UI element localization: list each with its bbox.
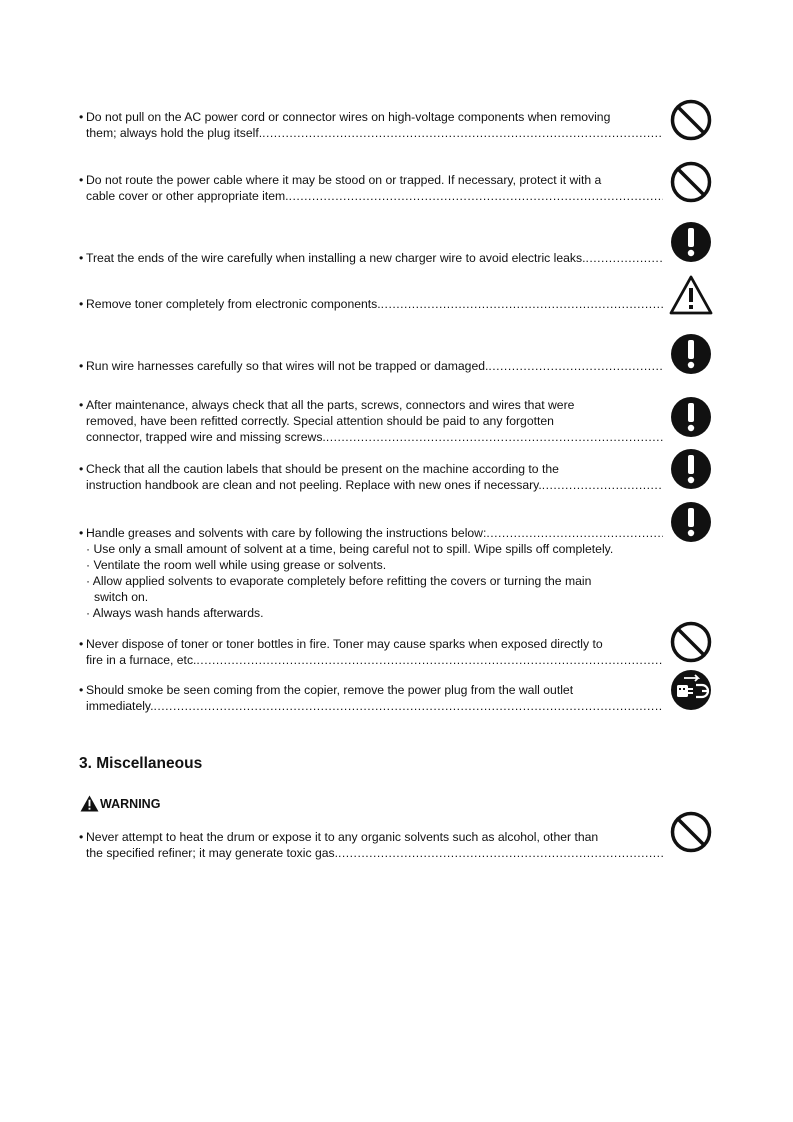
prohibited-icon: [669, 98, 713, 142]
item-text: the specified refiner; it may generate toxic gas.: [86, 846, 339, 860]
item-text: instruction handbook are clean and not peeling. Replace with new ones if necessary.: [86, 478, 542, 492]
prohibited-icon: [669, 620, 713, 664]
item-text: Should smoke be seen coming from the copier, remove the power plug from the wall outlet: [86, 683, 574, 697]
item-text: Treat the ends of the wire carefully when installing a new charger wire to avoid electric leaks.: [86, 251, 586, 265]
mandatory-icon: [669, 395, 713, 439]
precaution-item: • Remove toner completely from electronic components. .....: [79, 296, 663, 312]
caution-triangle-icon: [669, 273, 713, 317]
item-text: Remove toner completely from electronic components.: [86, 297, 381, 311]
item-text: Handle greases and solvents with care by following the instructions below:: [86, 526, 487, 540]
item-text: Never dispose of toner or toner bottles in fire. Toner may cause sparks when exposed directly to: [86, 637, 603, 651]
item-text: cable cover or other appropriate item.: [86, 189, 289, 203]
item-text: Run wire harnesses carefully so that wires will not be trapped or damaged.: [86, 359, 489, 373]
item-text: Check that all the caution labels that should be present on the machine according to the: [86, 462, 559, 476]
unplug-icon: [669, 668, 713, 712]
item-text: immediately.: [86, 699, 154, 713]
precaution-item: • Check that all the caution labels that should be present on the machine according to the instruction handbook are clean and not peeling. Replace with new ones if necessary. .....: [79, 461, 663, 493]
section-title: 3. Miscellaneous: [79, 755, 203, 772]
sub-item: · Ventilate the room well while using grease or solvents.: [86, 558, 387, 572]
sub-item: · Use only a small amount of solvent at a time, being careful not to spill. Wipe spills off completely.: [86, 542, 614, 556]
precaution-item: • Never attempt to heat the drum or expose it to any organic solvents such as alcohol, other than the specified refiner; it may generate toxic gas. .....: [79, 829, 663, 861]
warning-label: WARNING: [80, 795, 160, 812]
mandatory-icon: [669, 500, 713, 544]
warning-triangle-icon: [80, 795, 99, 812]
item-text: fire in a furnace, etc.: [86, 653, 197, 667]
prohibited-icon: [669, 810, 713, 854]
mandatory-icon: [669, 220, 713, 264]
precaution-item: • Treat the ends of the wire carefully when installing a new charger wire to avoid electric leaks. .....: [79, 250, 663, 266]
item-text: Do not route the power cable where it may be stood on or trapped. If necessary, protect it with a: [86, 173, 602, 187]
item-text: After maintenance, always check that all the parts, screws, connectors and wires that were: [86, 398, 575, 412]
prohibited-icon: [669, 160, 713, 204]
item-text: Do not pull on the AC power cord or connector wires on high-voltage components when removing: [86, 110, 611, 124]
precaution-item: • After maintenance, always check that all the parts, screws, connectors and wires that were removed, have been refitted correctly. Special attention should be paid to any forgotten connector, trapped wire and missing screws. .....: [79, 397, 663, 445]
item-text: removed, have been refitted correctly. Special attention should be paid to any forgotten: [86, 414, 554, 428]
precaution-item: • Never dispose of toner or toner bottles in fire. Toner may cause sparks when exposed directly to fire in a furnace, etc. .....: [79, 636, 663, 668]
item-text: them; always hold the plug itself.: [86, 126, 263, 140]
sub-item: · Always wash hands afterwards.: [86, 606, 264, 620]
precaution-item: • Should smoke be seen coming from the copier, remove the power plug from the wall outlet immediately. .....: [79, 682, 663, 714]
mandatory-icon: [669, 332, 713, 376]
item-text: Never attempt to heat the drum or expose it to any organic solvents such as alcohol, other than: [86, 830, 599, 844]
precaution-item: • Run wire harnesses carefully so that wires will not be trapped or damaged. .....: [79, 358, 663, 374]
precaution-item: • Do not pull on the AC power cord or connector wires on high-voltage components when removing them; always hold the plug itself. .....: [79, 109, 663, 141]
item-text: connector, trapped wire and missing screws.: [86, 430, 326, 444]
precaution-item: • Do not route the power cable where it may be stood on or trapped. If necessary, protect it with a cable cover or other appropriate item. .....: [79, 172, 663, 204]
precaution-item: • Handle greases and solvents with care by following the instructions below: ..... · Use only a small amount of solvent at a time, being careful not to spill. Wipe spills off completely. · Ventilate the room well while using grease or solvents. · Allow applied solvents to evaporate completely before refitting the covers or turning the main switch on. · Always wash hands afterwards.: [79, 525, 663, 621]
sub-item: · Allow applied solvents to evaporate completely before refitting the covers or turning the main: [86, 574, 592, 588]
mandatory-icon: [669, 447, 713, 491]
sub-item: switch on.: [94, 590, 149, 604]
